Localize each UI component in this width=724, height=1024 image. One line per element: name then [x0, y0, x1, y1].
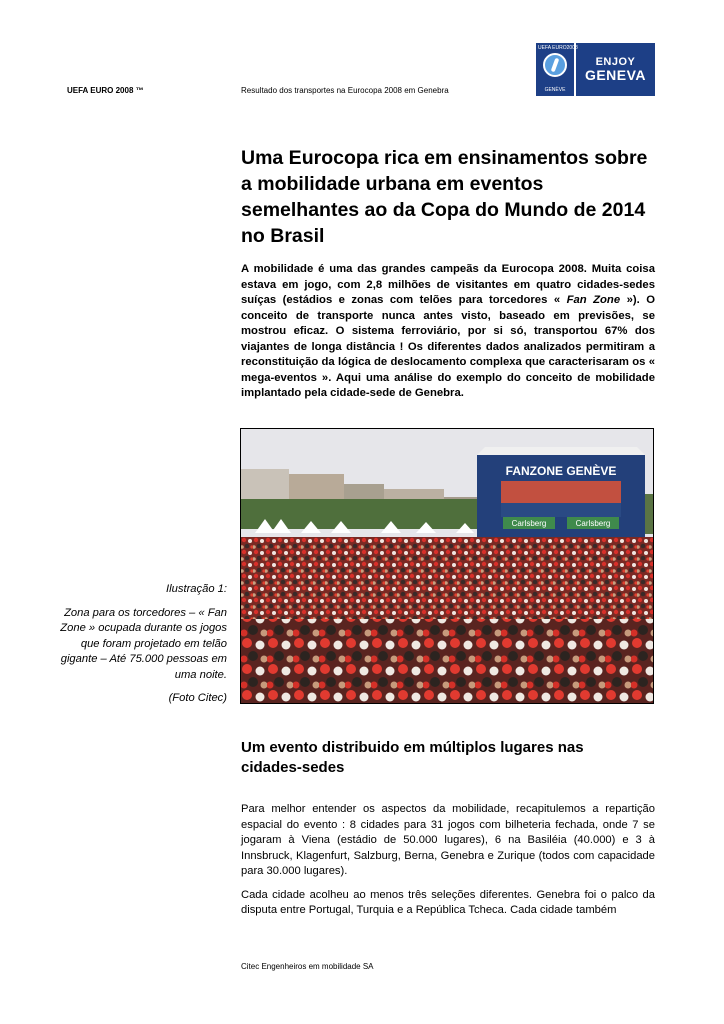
body-paragraph-2: Cada cidade acolheu ao menos três seleções diferentes. Genebra foi o palco da disputa entre Portugal, Turquia e a República Tcheca. Cada cidade também	[241, 888, 655, 916]
lead-text-part2: »). O conceito de transporte nunca antes visto, baseado em previsões, se mostrou eficaz. O sistema ferroviário, por si só, transportou 67% dos viajantes de longa distância ! Os diferentes dados analizados permitiram a reconstituição da lógica de deslocamento complexa que caracterisaram os « mega-eventos ». Aqui uma análise do exemplo do conceito de mobilidade implantado pela cidade-sede de Genebra.	[241, 294, 655, 399]
caption-label: Ilustração 1:	[166, 583, 227, 595]
body-paragraph-1: Para melhor entender os aspectos da mobilidade, recapitulemos a repartição espacial do evento : 8 cidades para 31 jogos com bilheteria fechada, onde 7 se jogaram à Viena (estádio de 50.000 lugares), 6 na Basiléia (40.000) e 3 à Innsbruck, Klagenfurt, Salzburg, Berna, Genebra e Zurique (todos com capacidade para 30.000 lugares).	[241, 803, 655, 877]
enjoy-geneva-wordmark	[576, 43, 655, 96]
section-body	[241, 802, 655, 927]
football-icon	[543, 53, 567, 77]
logo-geneva-text: GENEVA	[584, 67, 647, 83]
lead-fan-zone-term: Fan Zone	[566, 294, 621, 306]
sponsor-sign-right: Carlsberg	[575, 519, 611, 528]
caption-text: Zona para os torcedores – « Fan Zone » ocupada durante os jogos que foram projetado em telão gigante – Até 75.000 pessoas em uma noite.	[60, 606, 227, 681]
logo-city-label: GENÈVE	[544, 87, 566, 93]
section-heading: Um evento distribuido em múltiplos lugares nas cidades-sedes	[241, 739, 584, 776]
photo-caption	[60, 582, 227, 715]
euro-logo-label: UEFA EURO2008	[538, 45, 578, 51]
fan-zone-photo	[240, 428, 654, 704]
caption-credit: (Foto Citec)	[168, 692, 227, 704]
lead-text-part1: A mobilidade é uma das grandes campeãs da Eurocopa 2008. Muita coisa estava em jogo, com 2,8 milhões de visitantes em quatro cidades-sedes suíças (estádios e zonas com telões para torcedores «	[241, 263, 655, 306]
fan-zone-crowd-illustration	[241, 429, 653, 703]
lead-paragraph	[241, 262, 655, 402]
header-document-title: Resultado dos transportes na Eurocopa 2008 em Genebra	[241, 86, 449, 95]
euro-host-city-emblem	[536, 43, 576, 96]
logo-enjoy-text: ENJOY	[595, 56, 636, 68]
sponsor-sign-left: Carlsberg	[511, 519, 547, 528]
page-footer: Citec Engenheiros em mobilidade SA	[241, 962, 374, 971]
header-left-label: UEFA EURO 2008 ™	[67, 86, 144, 95]
stage-sign-text: FANZONE GENÈVE	[505, 464, 617, 478]
enjoy-geneva-logo	[536, 43, 655, 96]
document-title: Uma Eurocopa rica em ensinamentos sobre a mobilidade urbana em eventos semelhantes ao da Copa do Mundo de 2014 no Brasil	[241, 147, 648, 247]
